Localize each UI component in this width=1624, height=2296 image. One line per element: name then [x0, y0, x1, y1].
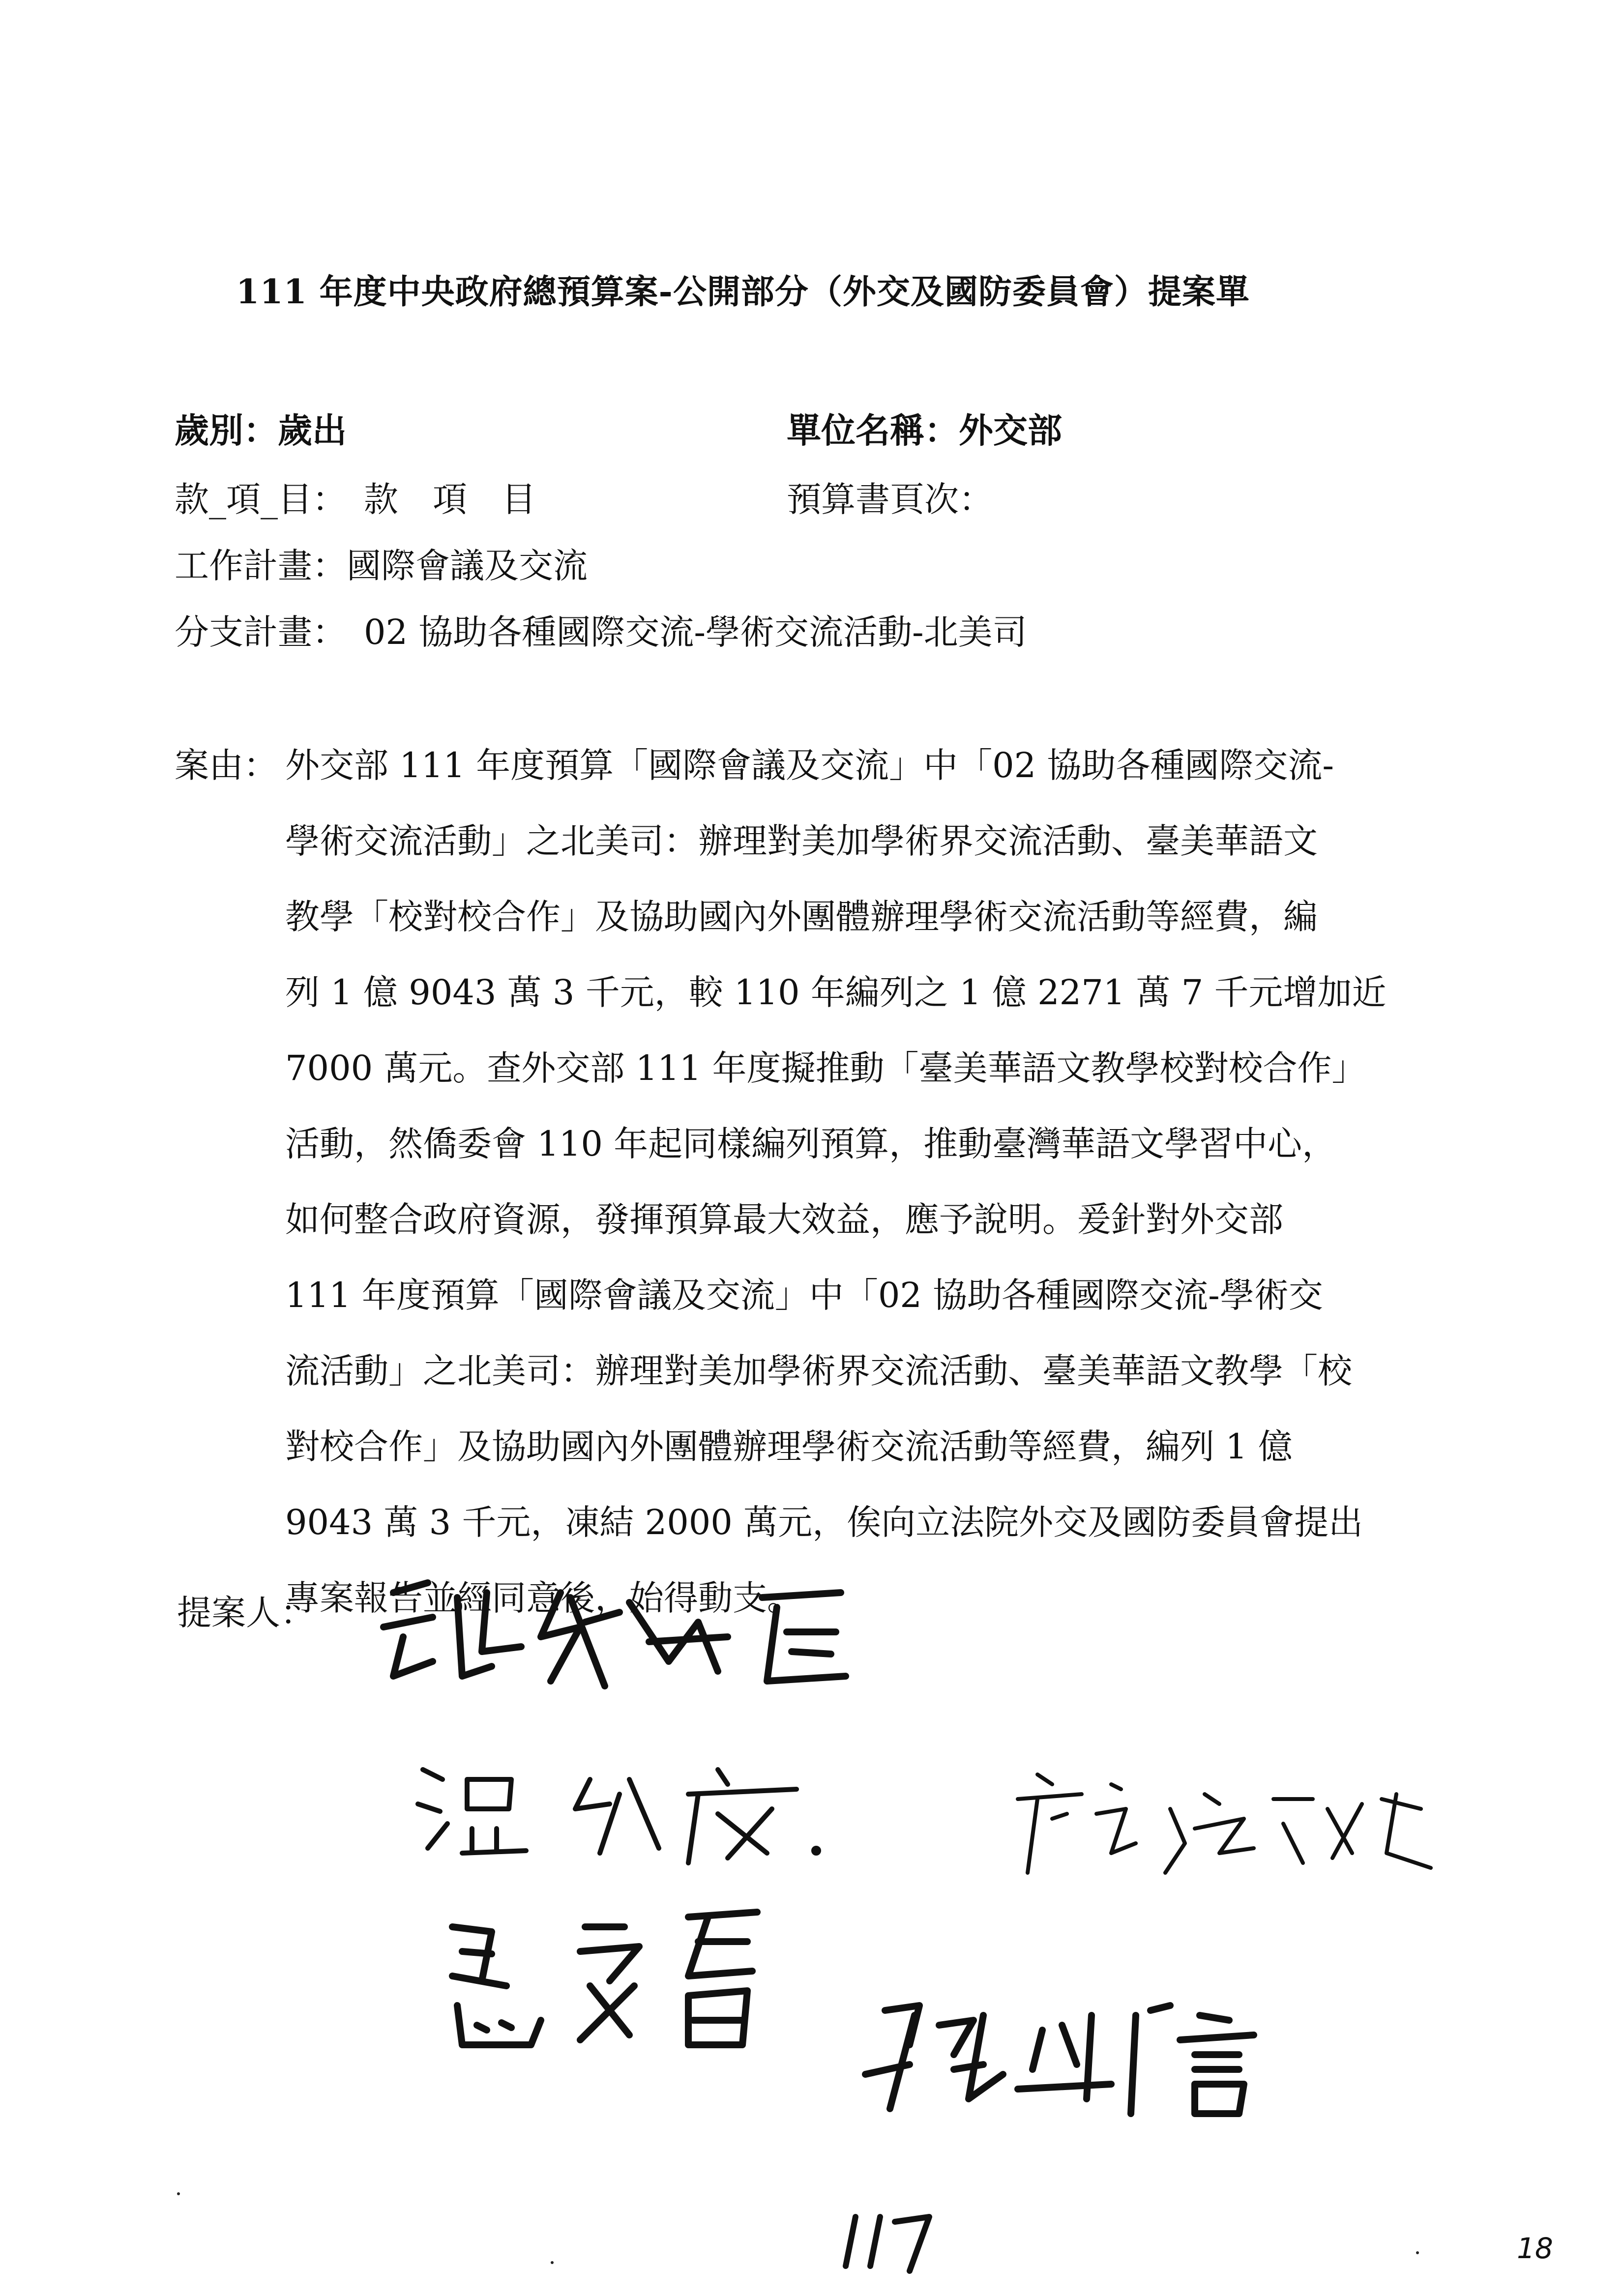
- reason-text: 外交部 111 年度預算「國際會議及交流」中「02 協助各種國際交流- 學術交流活動」之北美司：辦理對美加學術界交流活動、臺美華語文 教學「校對校合作」及協助國內外團體辦理學術交流活動等經費，編 列 1 億 9043 萬 3 千元，較 110 年編列之 1 億 2271 萬 7 千元增加近 7000 萬元。查外交部 111 年度擬推動「臺美華語文教學校對校合作」 活動，然僑委會 110 年起同樣編列預算，推動臺灣華語文學習中心， 如何整合政府資源，發揮預算最大效益，應予說明。爰針對外交部 111 年度預算「國際會議及交流」中「02 協助各種國際交流-學術交 流活動」之北美司：辦理對美加學術界交流活動、臺美華語文教學「校 對校合作」及協助國內外團體辦理學術交流活動等經費，編列 1 億 9043 萬 3 千元，凍結 2000 萬元，俟向立法院外交及國防委員會提出 專案報告並經同意後，始得動支。: [285, 745, 1387, 1618]
- signature-2: [413, 1750, 905, 1878]
- scan-speck: [1416, 2251, 1419, 2254]
- item-field: 款_項_目： 款 項 目: [175, 479, 536, 520]
- category-field: 歲別：歲出: [175, 410, 347, 451]
- page-number-handwriting: [836, 2207, 944, 2276]
- reason-label: 案由：: [175, 745, 278, 785]
- page-number: [836, 2207, 944, 2278]
- signature-5: [856, 1986, 1298, 2123]
- scan-speck: [551, 2261, 554, 2264]
- signature-3: [1008, 1755, 1450, 1888]
- document-title: 111 年度中央政府總預算案-公開部分（外交及國防委員會）提案單: [236, 272, 1250, 312]
- signature-4: [433, 1897, 875, 2060]
- corner-number: 18: [1517, 2232, 1553, 2265]
- proposer-label: 提案人：: [177, 1593, 315, 1633]
- reason-section: [175, 727, 1453, 1636]
- budget-page-field: 預算書頁次：: [787, 479, 993, 520]
- sub-plan-field: 分支計畫： 02 協助各種國際交流-學術交流活動-北美司: [175, 612, 1027, 652]
- scan-speck: [177, 2192, 180, 2195]
- signature-1: [374, 1563, 865, 1711]
- work-plan-field: 工作計畫：國際會議及交流: [175, 546, 588, 586]
- unit-field: 單位名稱：外交部: [787, 410, 1062, 451]
